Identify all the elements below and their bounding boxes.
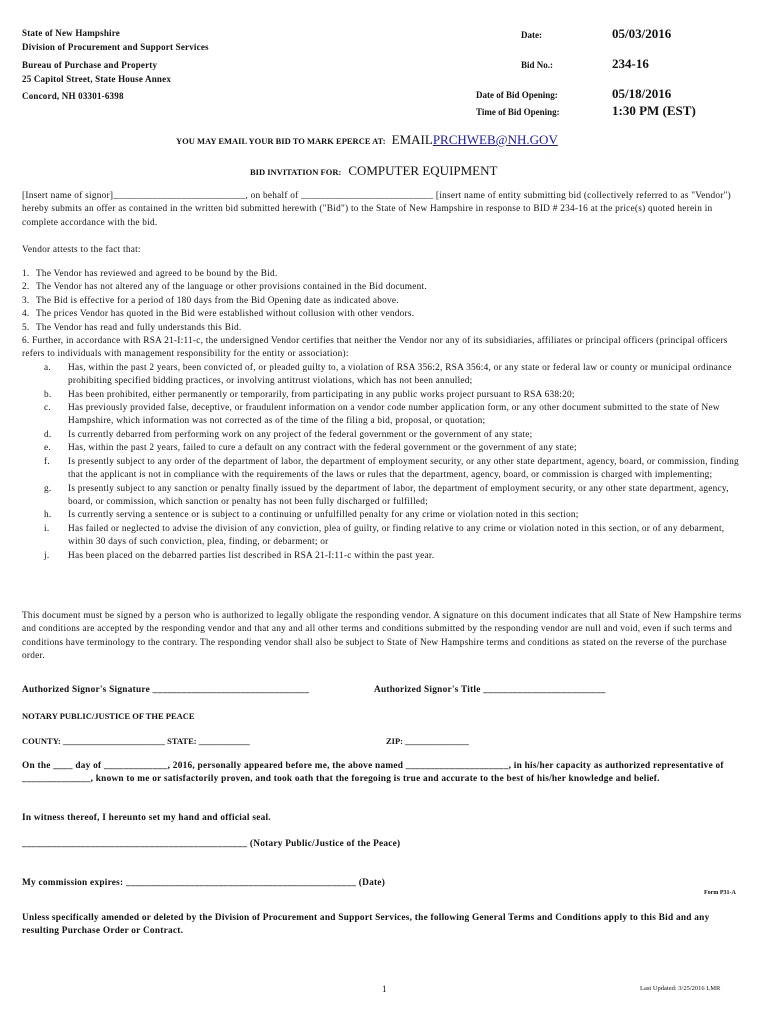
sub-item-letter: d.: [44, 429, 52, 440]
sub-item-letter: f.: [44, 456, 50, 467]
bid-invitation-title: COMPUTER EQUIPMENT: [348, 163, 498, 178]
item-number: 5.: [22, 322, 30, 333]
item-text: The Vendor has not altered any of the language or other provisions contained in the Bid document.: [36, 282, 427, 293]
signor-signature-line[interactable]: Authorized Signor's Signature ________________________________: [22, 685, 310, 695]
sub-item-letter: b.: [44, 389, 52, 400]
zip-field[interactable]: ZIP: _______________: [386, 736, 469, 746]
notary-heading: NOTARY PUBLIC/JUSTICE OF THE PEACE: [22, 711, 195, 721]
item-text: The Vendor has reviewed and agreed to be bound by the Bid.: [36, 269, 278, 279]
list-item: [22, 268, 746, 281]
bid-opening-time-label: Time of Bid Opening:: [476, 107, 560, 117]
sub-item-letter: c.: [44, 403, 51, 414]
sub-item-text: Has, within the past 2 years, failed to cure a default on any contract with the federal government or the government of any state;: [68, 443, 577, 454]
item-number: 2.: [22, 282, 30, 293]
list-item: [22, 322, 746, 335]
sub-list-item: [22, 362, 746, 389]
sub-item-text: Has, within the past 2 years, been convicted of, or pleaded guilty to, a violation of RSA 356:2, RSA 356:4, or any state or federal law or county or municipal ordinance prohibiting specified bidding practices, or involving antitrust violations, which has not been annulled;: [68, 362, 732, 387]
sub-list-item: [22, 550, 746, 563]
witness-statement: In witness thereof, I hereunto set my hand and official seal.: [22, 813, 271, 823]
intro-paragraph: [Insert name of signor]___________________________, on behalf of ___________________________ [insert name of entity submitting bid (collectively referred to as "Vendor") hereby submits an offer as contained in the written bid submitted herewith ("Bid") to the State of New Hampshire in response to BID # 234-16 at the price(s) quoted herein in complete accordance with the bid.: [22, 191, 732, 228]
list-item: [22, 281, 746, 294]
sub-item-letter: e.: [44, 443, 51, 454]
sub-list-item: [22, 442, 746, 455]
address-line: 25 Capitol Street, State House Annex: [22, 74, 172, 84]
page-number: 1: [382, 984, 387, 994]
list-item: [22, 308, 746, 321]
bid-opening-date-label: Date of Bid Opening:: [476, 90, 558, 100]
county-state-field[interactable]: COUNTY: ________________________ STATE: ____________: [22, 736, 250, 746]
signature-paragraph: This document must be signed by a person who is authorized to legally obligate the responding vendor. A signature on this document indicates that all State of New Hampshire terms and conditions are accepted by the responding vendor and that any and all other terms and conditions submitted by the responding vendor are null and void, even if such terms and conditions have terminology to the contrary. The responding vendor shall also be subject to State of New Hampshire terms and conditions as stated on the reverse of the purchase order.: [22, 611, 742, 662]
sub-item-text: Is currently debarred from performing work on any project of the federal government or the government of any state;: [68, 429, 533, 440]
address-line: State of New Hampshire: [22, 28, 120, 38]
email-label: EMAIL: [391, 132, 433, 147]
item-text: The Bid is effective for a period of 180 days from the Bid Opening date as indicated above.: [36, 295, 399, 306]
sub-item-text: Has been prohibited, either permanently or temporarily, from participating in any public works project pursuant to RSA 638:20;: [68, 389, 575, 400]
sub-item-letter: j.: [44, 550, 50, 561]
address-line: Division of Procurement and Support Services: [22, 42, 209, 52]
sub-item-text: Is presently subject to any order of the department of labor, the department of employment security, or any other state department, agency, board, or commission, finding that the applicant is not in compliance with the requirements of the laws or rules that the department, agency, board, or commission is charged with implementing;: [68, 456, 739, 481]
bid-invitation-heading: [250, 162, 497, 180]
item-number: 4.: [22, 309, 30, 320]
sub-item-letter: g.: [44, 483, 52, 494]
sub-item-text: Is presently subject to any sanction or penalty finally issued by the department of labor, the department of employment security, or any other state department, agency, board, or commission, which sanction or penalty has not been fully discharged or fulfilled;: [68, 483, 729, 507]
item-number: 6.: [22, 336, 30, 347]
email-instruction: [176, 132, 558, 148]
agency-address: [22, 26, 209, 103]
date-value: 05/03/2016: [612, 26, 672, 41]
commission-expires-line[interactable]: My commission expires: _______________________________________________ (Date): [22, 878, 386, 888]
item-number: 1.: [22, 269, 30, 279]
item-number: 3.: [22, 295, 30, 306]
notary-statement: On the ____ day of _____________, 2016, personally appeared before me, the above named _____________________, in his/her capacity as authorized representative of ______________, known to me or satisfactorily proven, and took oath that the foregoing is true and accurate to the best of his/her knowledge and belief.: [22, 761, 724, 785]
sub-item-letter: i.: [44, 523, 50, 534]
address-line: Bureau of Purchase and Property: [22, 60, 158, 70]
sub-item-list: [22, 362, 746, 563]
bid-no-value: 234-16: [612, 56, 649, 71]
bid-invitation-label: BID INVITATION FOR:: [250, 167, 342, 177]
date-label: Date:: [521, 30, 542, 40]
sub-list-item: [22, 389, 746, 402]
sub-item-letter: h.: [44, 510, 52, 521]
sub-list-item: [22, 523, 746, 550]
bid-opening-time-value: 1:30 PM (EST): [612, 103, 696, 118]
address-line: Concord, NH 03301-6398: [22, 91, 124, 101]
attestation-list: [22, 268, 746, 563]
bid-no-label: Bid No.:: [521, 60, 554, 70]
notary-signature-line[interactable]: ______________________________________________ (Notary Public/Justice of the Peace): [22, 839, 401, 849]
list-item: [22, 295, 746, 308]
item-text: The prices Vendor has quoted in the Bid were established without collusion with other vendors.: [36, 309, 415, 320]
sub-item-text: Has failed or neglected to advise the division of any conviction, plea of guilty, or finding relative to any crime or violation noted in this section, or of any debarment, within 30 days of such conviction, plea, finding, or debarment; or: [68, 523, 725, 548]
sub-item-text: Is currently serving a sentence or is subject to a continuing or unfulfilled penalty for any crime or violation noted in this section;: [68, 510, 579, 521]
signor-title-line[interactable]: Authorized Signor's Title _________________________: [374, 685, 606, 695]
sub-item-letter: a.: [44, 362, 51, 373]
bid-opening-date-value: 05/18/2016: [612, 86, 672, 101]
sub-list-item: [22, 509, 746, 522]
email-link[interactable]: PRCHWEB@NH.GOV: [432, 132, 558, 147]
sub-item-text: Has previously provided false, deceptive, or fraudulent information on a vendor code number application form, or any other document submitted to the state of New Hampshire, which information was not corrected as of the time of the filing a bid, proposal, or quotation;: [68, 403, 720, 427]
last-updated: Last Updated: 3/25/2016 LMR: [640, 985, 721, 992]
item-text: Further, in accordance with RSA 21-I:11-c, the undersigned Vendor certifies that neither the Vendor nor any of its subsidiaries, affiliates or principal officers (principal officers refers to individuals with management responsibility for the entity or association):: [22, 336, 728, 360]
form-id: Form P31-A: [704, 890, 736, 896]
attests-heading: Vendor attests to the fact that:: [22, 245, 141, 255]
sub-list-item: [22, 402, 746, 429]
closing-paragraph: Unless specifically amended or deleted by the Division of Procurement and Support Services, the following General Terms and Conditions apply to this Bid and any resulting Purchase Order or Contract.: [22, 913, 710, 937]
email-prefix-text: YOU MAY EMAIL YOUR BID TO MARK EPERCE AT:: [176, 136, 386, 146]
list-item: [22, 335, 746, 362]
item-text: The Vendor has read and fully understands this Bid.: [36, 322, 242, 333]
sub-item-text: Has been placed on the debarred parties list described in RSA 21-I:11-c within the past year.: [68, 550, 435, 561]
sub-list-item: [22, 483, 746, 510]
sub-list-item: [22, 456, 746, 483]
sub-list-item: [22, 429, 746, 442]
